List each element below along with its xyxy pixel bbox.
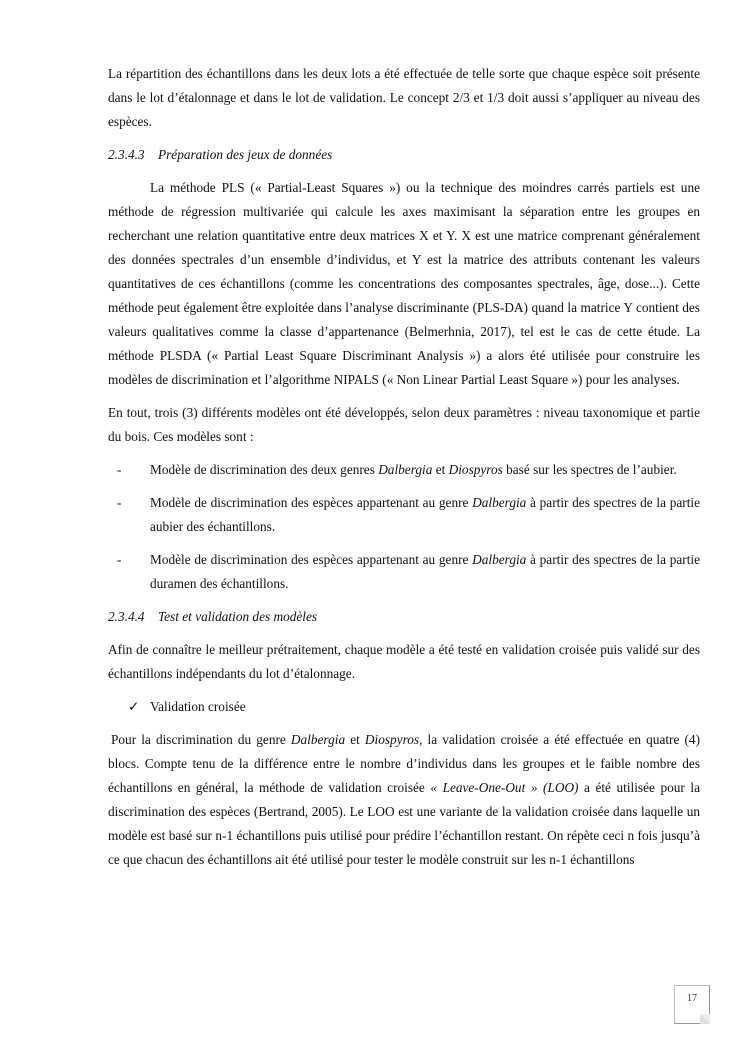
paragraph-pls: La méthode PLS (« Partial-Least Squares ») ou la technique des moindres carrés partiels est une méthode de régression multivariée qui calcule les axes maximisant la séparation entre les groupes en recherchant une relation quantitative entre deux matrices X et Y. X est une matrice comprenant généralement des données spectrales d’un ensemble d’individus, et Y est la matrice des attributs contenant les valeurs quantitatives de ces échantillons (comme les concentrations des composantes spectrales, âge, dose...). Cette méthode peut également être exploitée dans l’analyse discriminante (PLS-DA) quand la matrice Y contient des valeurs qualitatives comme la classe d’appartenance (Belmerhnia, 2017), tel est le cas de cette étude. La méthode PLSDA (« Partial Least Square Discriminant Analysis ») a alors été utilisée pour construire les modèles de discrimination et l’algorithme NIPALS (« Non Linear Partial Least Square ») pour les analyses. — [108, 180, 700, 387]
section-heading-2-3-4-3 — [108, 143, 700, 167]
genus-name: Dalbergia — [378, 462, 433, 477]
dash-bullet: - — [117, 495, 122, 510]
paragraph-models-intro: En tout, trois (3) différents modèles ont été développés, selon deux paramètres : niveau taxonomique et partie du bois. Ces modèles sont : — [108, 405, 700, 444]
document-page — [108, 62, 700, 881]
genus-name: Dalbergia — [472, 495, 527, 510]
genus-name: Diospyros — [364, 732, 420, 747]
text: Modèle de discrimination des espèces appartenant au genre — [150, 495, 473, 510]
checklist-item — [108, 695, 700, 719]
genus-name: Dalbergia — [290, 732, 346, 747]
text: à partir des spectres de la partie duramen des échantillons. — [150, 552, 700, 591]
text: Pour la discrimination du genre — [111, 732, 291, 747]
text: , la validation croisée a été effectuée en quatre (4) blocs. Compte tenu de la différence entre le nombre d’individus dans les groupes et le faible nombre des échantillons en général, la méthode de validation croisée — [108, 732, 701, 795]
paragraph-repartition: La répartition des échantillons dans les deux lots a été effectuée de telle sorte que chaque espèce soit présente dans le lot d’étalonnage et dans le lot de validation. Le concept 2/3 et 1/3 doit aussi s’appliquer au niveau des espèces. — [108, 66, 700, 129]
genus-name: Dalbergia — [472, 552, 527, 567]
dash-bullet: - — [117, 462, 122, 477]
section-heading-2-3-4-4 — [108, 605, 700, 629]
text: basé sur les spectres de l’aubier. — [502, 462, 677, 477]
models-list — [108, 458, 700, 596]
list-item — [108, 548, 700, 596]
section-title: Test et validation des modèles — [158, 609, 318, 624]
section-number: 2.3.4.3 — [108, 147, 145, 162]
text: a été utilisée pour la discrimination des espèces (Bertrand, 2005). Le LOO est une variante de la validation croisée dans laquelle un modèle est basé sur n-1 échantillons puis utilisé pour prédire l’échantillon restant. On répète ceci n fois jusqu’à ce que chacun des échantillons ait été utilisé pour tester le modèle construit sur les n-1 échantillons — [108, 780, 700, 867]
text: à partir des spectres de la partie aubier des échantillons. — [150, 495, 700, 534]
page-curl-icon — [700, 1014, 710, 1024]
page-number-box — [674, 985, 710, 1024]
genus-name: Diospyros — [448, 462, 503, 477]
text: Modèle de discrimination des deux genres — [150, 462, 379, 477]
checkmark-icon: ✓ — [128, 699, 140, 714]
checklist-label: Validation croisée — [150, 699, 246, 714]
section-title: Préparation des jeux de données — [158, 147, 333, 162]
page-number: 17 — [687, 993, 697, 1004]
list-item — [108, 458, 700, 482]
text: et — [432, 462, 449, 477]
dash-bullet: - — [117, 552, 122, 567]
method-name: « Leave-One-Out » (LOO) — [430, 780, 579, 795]
text: et — [345, 732, 365, 747]
paragraph-cross-validation — [108, 728, 700, 872]
section-number: 2.3.4.4 — [108, 609, 145, 624]
text: Modèle de discrimination des espèces appartenant au genre — [150, 552, 473, 567]
paragraph-pretraitement: Afin de connaître le meilleur prétraitement, chaque modèle a été testé en validation croisée puis validé sur des échantillons indépendants du lot d’étalonnage. — [108, 642, 700, 681]
list-item — [108, 491, 700, 539]
